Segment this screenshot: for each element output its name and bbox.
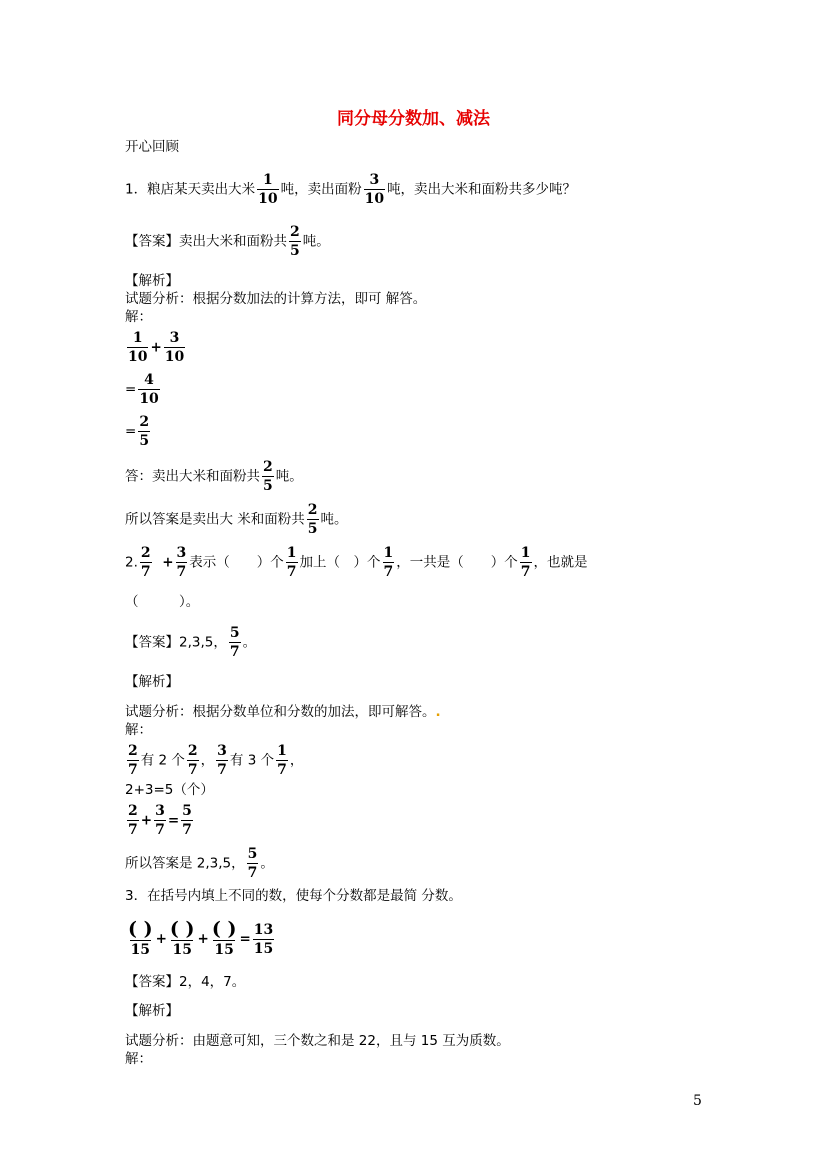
- fraction: [140, 545, 152, 580]
- fraction-numerator: 5: [229, 625, 240, 641]
- text-segment: 所以答案是 2,3,5，: [125, 855, 245, 872]
- fraction: [364, 172, 385, 207]
- fraction-numerator: ( ): [169, 918, 195, 940]
- fraction: [138, 414, 150, 449]
- fraction-denominator: 7: [155, 822, 165, 838]
- fraction-denominator: 15: [130, 942, 151, 958]
- fraction-denominator: 7: [229, 644, 240, 660]
- fraction-denominator: 7: [128, 822, 138, 838]
- page-number: 5: [693, 1093, 702, 1109]
- fraction: [127, 743, 139, 778]
- fraction: [247, 846, 259, 881]
- section-heading: 开心回顾: [125, 139, 179, 155]
- fraction-numerator: 13: [253, 921, 274, 938]
- fraction-numerator: 2: [128, 743, 138, 759]
- text-segment: 。: [260, 855, 274, 872]
- text-segment: 吨。: [320, 511, 348, 528]
- q3-answer: 【答案】2，4，7。: [125, 974, 246, 990]
- q2-solve-label: 解：: [125, 722, 152, 738]
- fraction-numerator: 2: [140, 545, 151, 561]
- fraction-numerator: 2: [290, 224, 300, 240]
- text-segment: ，也就是: [533, 554, 588, 571]
- fraction-denominator: 7: [277, 762, 287, 778]
- fraction-denominator: 10: [139, 391, 159, 407]
- text-segment: +: [150, 339, 162, 356]
- q2-question-line-2: （ ）。: [125, 594, 200, 610]
- q3-solve-label: 解：: [125, 1051, 152, 1067]
- fraction-denominator: 7: [383, 564, 394, 580]
- fraction: [216, 743, 228, 778]
- text-segment: +: [155, 931, 167, 947]
- q2-question: [125, 545, 588, 580]
- fraction-denominator: 7: [520, 564, 531, 580]
- fraction: [211, 920, 238, 958]
- fraction-denominator: 15: [172, 942, 192, 958]
- q3-analysis-label: 【解析】: [125, 1003, 179, 1019]
- fraction-numerator: 4: [144, 372, 154, 388]
- text-segment: 【答案】2,3,5，: [125, 634, 227, 651]
- q1-solve-label: 解：: [125, 309, 152, 325]
- fraction: [253, 922, 274, 957]
- q1-reply: [125, 459, 303, 494]
- fraction: [154, 803, 166, 838]
- q3-equation: [125, 920, 276, 958]
- fraction-numerator: 2: [128, 803, 138, 819]
- q1-step-3: [125, 414, 152, 449]
- fraction-numerator: 1: [132, 330, 143, 346]
- fraction-numerator: 2: [263, 459, 273, 475]
- fraction: [169, 920, 196, 958]
- fraction-denominator: 7: [187, 762, 198, 778]
- q2-analysis: [125, 703, 441, 721]
- fraction: [127, 920, 154, 958]
- text-segment: 答：卖出大米和面粉共: [125, 468, 260, 485]
- text-segment: 【答案】卖出大米和面粉共: [125, 233, 287, 250]
- text-segment: 吨，卖出大米和面粉共多少吨？: [387, 181, 577, 198]
- fraction-denominator: 7: [176, 564, 187, 580]
- text-segment: 1．粮店某天卖出大米: [125, 181, 256, 198]
- text-segment: +: [197, 931, 209, 947]
- q2-step-1: [125, 743, 303, 778]
- fraction: [181, 803, 193, 838]
- fraction: [127, 330, 148, 365]
- q1-step-2: [125, 372, 162, 407]
- fraction-denominator: 7: [140, 564, 151, 580]
- fraction-numerator: 5: [182, 803, 192, 819]
- fraction-denominator: 10: [364, 191, 385, 207]
- stray-mark: .: [435, 704, 441, 720]
- text-segment: +: [140, 812, 153, 829]
- text-segment: ，: [200, 752, 215, 769]
- fraction-denominator: 5: [263, 478, 273, 494]
- fraction: [164, 330, 185, 365]
- fraction-numerator: 2: [187, 743, 198, 759]
- q2-answer: [125, 625, 256, 660]
- fraction-numerator: 3: [369, 172, 380, 188]
- text-segment: 吨，卖出面粉: [280, 181, 362, 198]
- fraction: [138, 372, 159, 407]
- fraction-denominator: 7: [128, 762, 138, 778]
- fraction-denominator: 5: [307, 521, 318, 537]
- text-segment: =: [125, 423, 137, 440]
- q1-step-1: [125, 330, 187, 365]
- q3-analysis: 试题分析：由题意可知，三个数之和是 22，且与 15 互为质数。: [125, 1033, 510, 1049]
- fraction: [257, 172, 278, 207]
- fraction-numerator: 1: [277, 743, 287, 759]
- text-segment: 有 3 个: [229, 752, 275, 769]
- fraction-numerator: 2: [307, 502, 318, 518]
- text-segment: 表示（ ）个: [189, 554, 284, 571]
- fraction: [229, 625, 241, 660]
- text-segment: 。: [242, 634, 257, 651]
- text-segment: =: [125, 381, 137, 398]
- fraction-numerator: 1: [286, 545, 297, 561]
- fraction-denominator: 10: [258, 191, 278, 207]
- q2-step-3: [125, 803, 195, 838]
- fraction-numerator: 3: [169, 330, 180, 346]
- fraction-denominator: 15: [214, 942, 234, 958]
- fraction-denominator: 5: [139, 433, 150, 449]
- fraction-numerator: 5: [247, 846, 258, 862]
- fraction: [276, 743, 288, 778]
- fraction: [286, 545, 298, 580]
- q1-conclusion: [125, 502, 348, 537]
- fraction-numerator: 1: [383, 545, 394, 561]
- text-segment: =: [167, 812, 180, 829]
- fraction-denominator: 15: [253, 940, 274, 957]
- text-segment: +: [162, 554, 174, 571]
- fraction-numerator: 2: [139, 414, 150, 430]
- text-segment: 吨。: [302, 233, 330, 250]
- q3-question: 3．在括号内填上不同的数，使每个分数都是最简 分数。: [125, 888, 462, 904]
- fraction: [520, 545, 532, 580]
- fraction: [307, 502, 319, 537]
- fraction-numerator: ( ): [128, 918, 153, 940]
- document-title: 同分母分数加、减法: [337, 109, 490, 129]
- fraction-denominator: 7: [217, 762, 227, 778]
- text-segment: ，: [289, 752, 304, 769]
- fraction: [127, 803, 139, 838]
- text-segment: 2.: [125, 554, 138, 571]
- fraction-numerator: 3: [155, 803, 165, 819]
- text-segment: 试题分析：根据分数单位和分数的加法，即可解答。: [125, 704, 436, 720]
- q2-step-2: 2+3=5（个）: [125, 782, 214, 798]
- q1-analysis: 试题分析：根据分数加法的计算方法，即可 解答。: [125, 291, 427, 307]
- text-segment: =: [239, 931, 251, 947]
- fraction-numerator: 1: [520, 545, 531, 561]
- fraction-denominator: 7: [182, 822, 192, 838]
- fraction: [289, 224, 301, 259]
- q1-answer: [125, 224, 330, 259]
- fraction: [176, 545, 188, 580]
- text-segment: 有 2 个: [140, 752, 185, 769]
- fraction-denominator: 7: [247, 865, 258, 881]
- fraction-numerator: 3: [217, 743, 227, 759]
- text-segment: 加上（ ）个: [299, 554, 381, 571]
- q1-question: [125, 172, 576, 207]
- fraction-denominator: 5: [290, 243, 300, 259]
- fraction-denominator: 10: [128, 349, 148, 365]
- fraction: [187, 743, 199, 778]
- fraction: [383, 545, 395, 580]
- q1-analysis-label: 【解析】: [125, 273, 179, 289]
- fraction-numerator: ( ): [211, 918, 237, 940]
- fraction-numerator: 1: [262, 172, 273, 188]
- text-segment: 所以答案是卖出大 米和面粉共: [125, 511, 305, 528]
- q2-conclusion: [125, 846, 274, 881]
- text-segment: ，一共是（ ）个: [396, 554, 518, 571]
- fraction-numerator: 3: [176, 545, 187, 561]
- fraction-denominator: 7: [286, 564, 297, 580]
- text-segment: 吨。: [275, 468, 303, 485]
- q2-analysis-label: 【解析】: [125, 674, 179, 690]
- fraction: [262, 459, 274, 494]
- fraction-denominator: 10: [164, 349, 185, 365]
